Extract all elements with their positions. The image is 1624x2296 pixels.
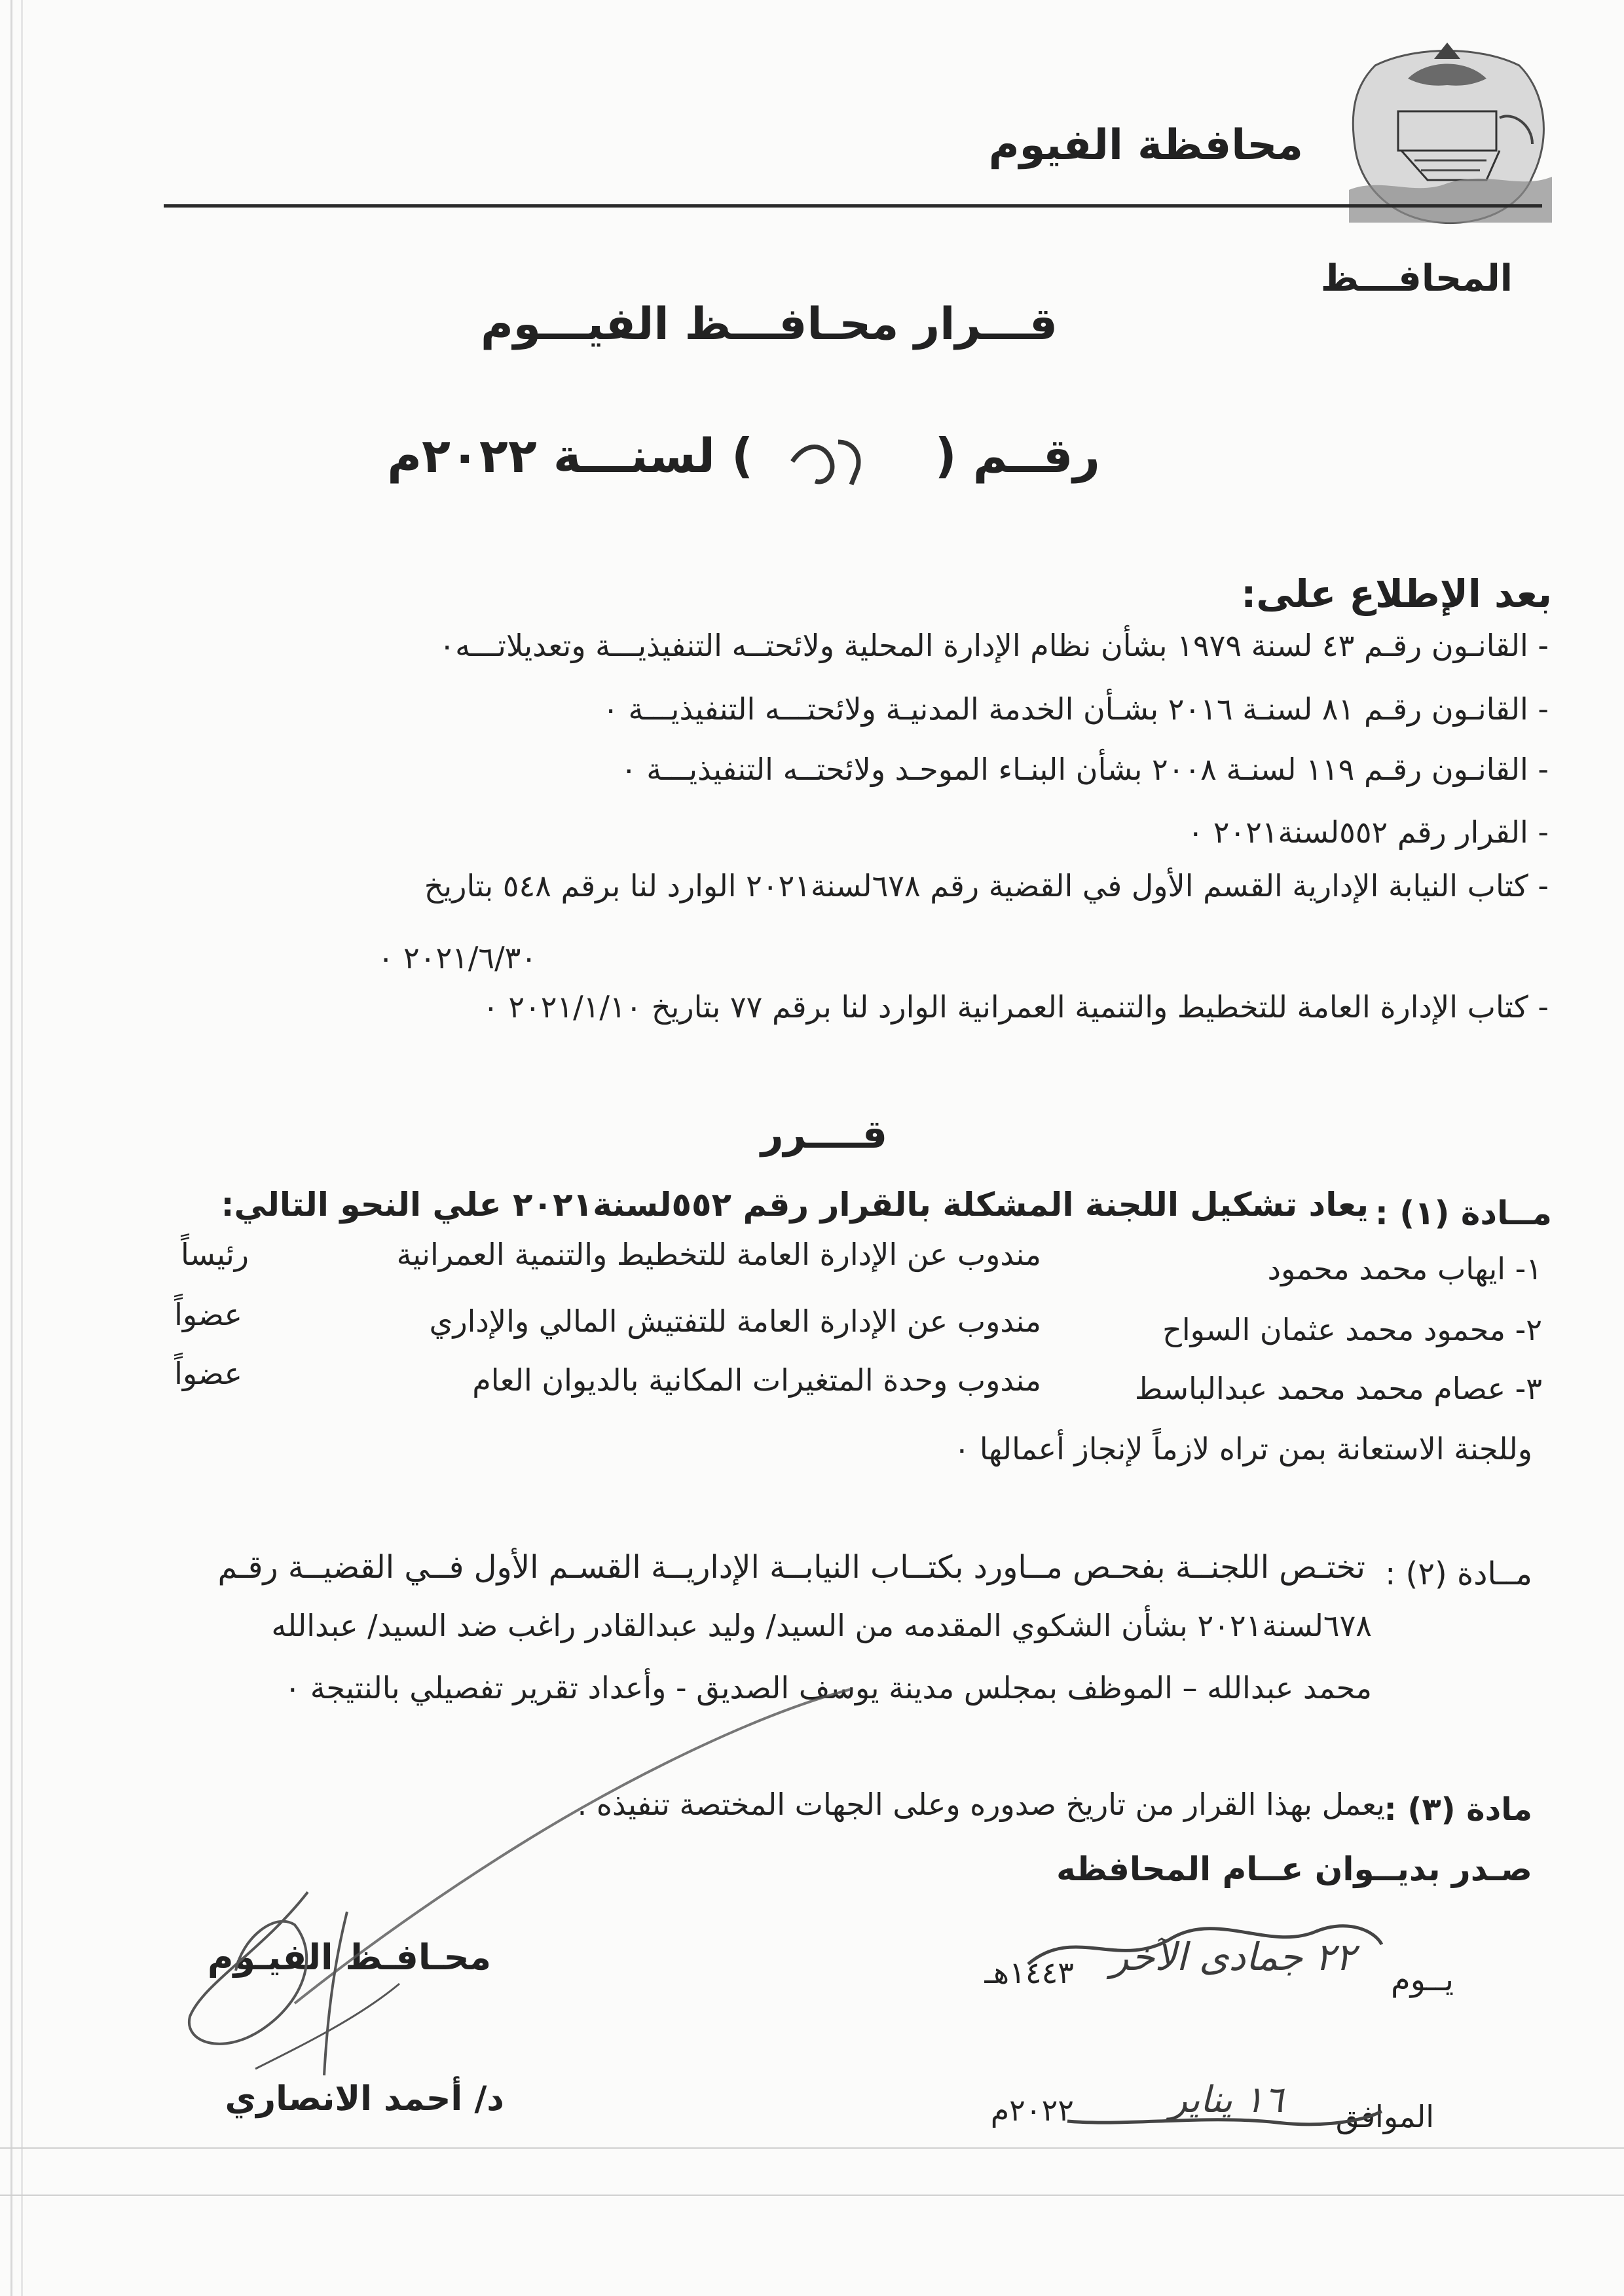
gregorian-handwritten: ١٦ يناير bbox=[1170, 2079, 1283, 2121]
preamble-item: - القانـون رقـم ١١٩ لسنـة ٢٠٠٨ بشأن البنـاء الموحـد ولائحتــه التنفيذيـــة ٠ bbox=[620, 752, 1549, 787]
article-2-label: مــادة (٢) : bbox=[1385, 1556, 1532, 1592]
member-desc: مندوب عن الإدارة العامة للتفتيش المالي والإداري bbox=[429, 1303, 1041, 1339]
decree-title: قـــرار محـافـــظ الفيـــوم bbox=[480, 299, 1058, 350]
signature-icon bbox=[164, 1676, 884, 2102]
issued-line: صـدر بديــوان عــام المحافظه bbox=[1056, 1850, 1532, 1888]
office-label: المحافـــظ bbox=[1320, 257, 1513, 300]
preamble-item: - كتاب النيابة الإدارية القسم الأول في القضية رقم ٦٧٨لسنة٢٠٢١ الوارد لنا برقم ٥٤٨ بتاريخ bbox=[424, 868, 1549, 903]
handwritten-number bbox=[779, 422, 877, 494]
footer-rule bbox=[0, 2195, 1624, 2196]
hijri-year: ١٤٤٣هـ bbox=[984, 1955, 1074, 1990]
article-2-line: تختـص اللجنــة بفحـص مــاورد بكتــاب النيابــة الإداريــة القسـم الأول فــي القضيــة رقـم bbox=[217, 1549, 1365, 1586]
handwriting-stroke bbox=[1061, 2075, 1388, 2134]
article-1-note: وللجنة الاستعانة بمن تراه لازماً لإنجاز أعمالها ٠ bbox=[953, 1431, 1532, 1467]
preamble-heading: بعد الإطلاع على: bbox=[1241, 572, 1552, 616]
scan-edge-line bbox=[21, 0, 23, 2296]
member-name: ٣- عصام محمد محمد عبدالباسط bbox=[1134, 1371, 1542, 1406]
preamble-item: - كتاب الإدارة العامة للتخطيط والتنمية العمرانية الوارد لنا برقم ٧٧ بتاريخ ٢٠٢١/١/١٠ ٠ bbox=[482, 989, 1549, 1025]
preamble-item: - القرار رقم ٥٥٢لسنة٢٠٢١ ٠ bbox=[1187, 814, 1549, 850]
article-1-label: مــادة (١) : bbox=[1375, 1194, 1552, 1232]
preamble-item: - القانـون رقـم ٤٣ لسنة ١٩٧٩ بشأن نظام الإدارة المحلية ولائحتــه التنفيذيـــة وتعديلاتـــه٠ bbox=[439, 628, 1549, 663]
article-2-line: محمد عبدالله – الموظف بمجلس مدينة يوسف الصديق - وأعداد تقرير تفصيلي بالنتيجة ٠ bbox=[284, 1670, 1372, 1705]
gregorian-year: ٢٠٢٢م bbox=[990, 2092, 1074, 2128]
signatory-title: محـافـظ الفيـوم bbox=[207, 1937, 491, 1978]
member-role: عضواً bbox=[174, 1356, 242, 1391]
member-name: ٢- محمود محمد عثمان السواح bbox=[1162, 1312, 1542, 1347]
signatory-name: د/ أحمد الانصاري bbox=[225, 2079, 504, 2119]
governorate-name: محافظة الفيوم bbox=[988, 121, 1303, 170]
handwriting-stroke bbox=[1022, 1912, 1388, 1984]
preamble-item: ٢٠٢١/٦/٣٠ ٠ bbox=[377, 940, 537, 975]
hijri-handwritten: ٢٢ جمادى الآخر bbox=[1110, 1935, 1356, 1979]
decree-number-suffix: ) لسنـــة ٢٠٢٢م bbox=[387, 428, 753, 483]
member-role: رئيساً bbox=[181, 1237, 249, 1272]
member-name: ١- ايهاب محمد محمود bbox=[1267, 1251, 1542, 1286]
article-3-label: مادة (٣) : bbox=[1384, 1791, 1532, 1828]
scan-edge-line bbox=[10, 0, 12, 2296]
article-3-text: يعمل بهذا القرار من تاريخ صدوره وعلى الجهات المختصة تنفيذه . bbox=[577, 1787, 1385, 1822]
member-desc: مندوب وحدة المتغيرات المكانية بالديوان العام bbox=[472, 1362, 1041, 1398]
day-label: يــوم bbox=[1391, 1961, 1454, 1998]
member-role: عضواً bbox=[174, 1297, 242, 1332]
header-divider bbox=[164, 204, 1542, 208]
member-desc: مندوب عن الإدارة العامة للتخطيط والتنمية العمرانية bbox=[396, 1237, 1041, 1272]
decides-heading: قــــرر bbox=[760, 1112, 887, 1157]
article-1-text: يعاد تشكيل اللجنة المشكلة بالقرار رقم ٥٥٢لسنة٢٠٢١ علي النحو التالي: bbox=[221, 1186, 1369, 1224]
footer-rule bbox=[0, 2147, 1624, 2149]
article-2-line: ٦٧٨لسنة٢٠٢١ بشأن الشكوي المقدمه من السيد/ وليد عبدالقادر راغب ضد السيد/ عبدالله bbox=[271, 1608, 1372, 1643]
gregorian-label: الموافق bbox=[1335, 2099, 1434, 2134]
preamble-item: - القانـون رقـم ٨١ لسنـة ٢٠١٦ بشـأن الخدمة المدنيـة ولائحتـــه التنفيذيـــة ٠ bbox=[602, 691, 1549, 727]
decree-number-prefix: رقــم ( bbox=[934, 428, 1100, 483]
